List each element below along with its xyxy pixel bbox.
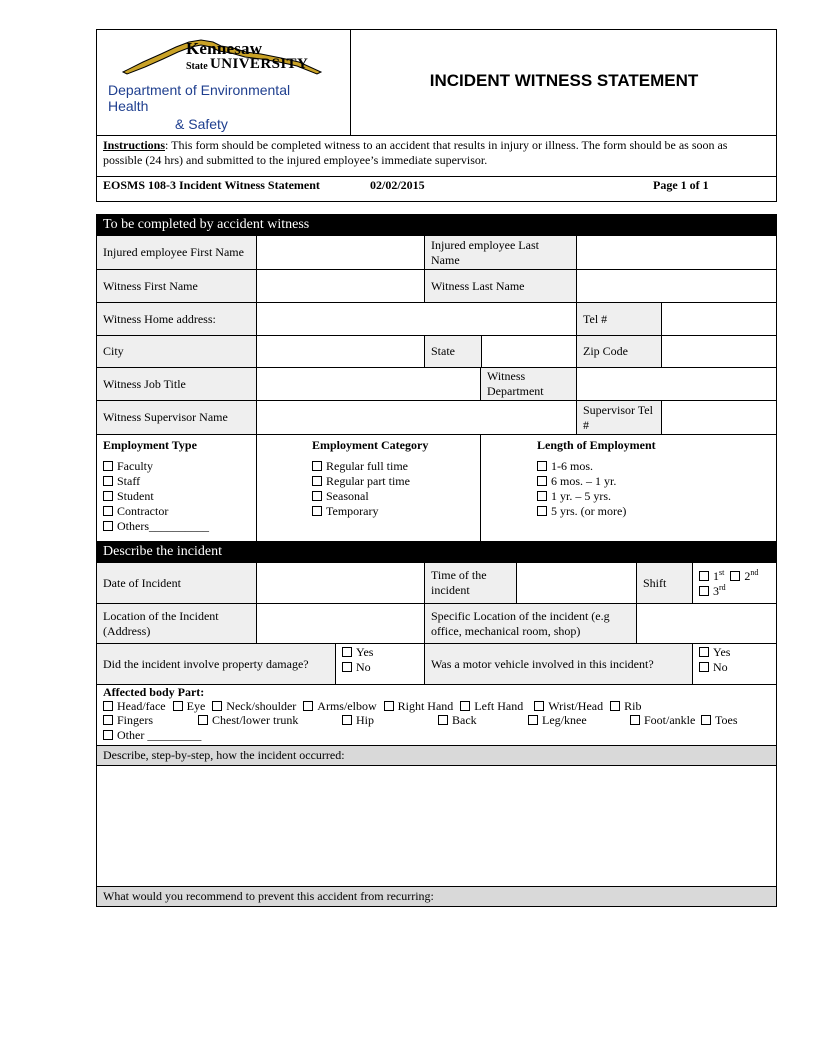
option-label: Others__________ (117, 519, 209, 533)
checkbox[interactable] (103, 730, 113, 740)
option-label: Back (452, 713, 477, 727)
instructions-text: : This form should be completed witness to an accident that results in injury or illness. The form should be as soon as possible (24 hrs) and submitted to the injured employee’s immediate supervisor. (103, 138, 728, 167)
divider (96, 176, 777, 177)
body-part-option[interactable] (460, 699, 523, 713)
time-field[interactable] (516, 562, 637, 604)
option-label: Staff (117, 474, 141, 488)
option-label: Head/face (117, 699, 166, 713)
option-label: 1-6 mos. (551, 459, 593, 473)
option-label: Arms/elbow (317, 699, 377, 713)
employment-type-option[interactable] (103, 489, 209, 504)
yes-label: Yes (356, 645, 374, 659)
home-address-label: Witness Home address: (96, 302, 257, 336)
checkbox[interactable] (103, 506, 113, 516)
injured-first-field[interactable] (256, 235, 425, 270)
option-label: Left Hand (474, 699, 524, 713)
option-label: Contractor (117, 504, 169, 518)
employment-type-heading: Employment Type (103, 438, 197, 452)
checkbox[interactable] (342, 715, 352, 725)
employment-type-option[interactable] (103, 519, 209, 534)
supervisor-name-field[interactable] (256, 400, 577, 435)
option-label: Fingers (117, 713, 153, 727)
no-label: No (356, 660, 371, 674)
option-label: Seasonal (326, 489, 369, 503)
checkbox[interactable] (537, 506, 547, 516)
motor-vehicle-yes[interactable] (699, 645, 730, 660)
body-part-option[interactable] (103, 699, 166, 713)
checkbox[interactable] (438, 715, 448, 725)
employment-type-option[interactable] (103, 504, 209, 519)
checkbox[interactable] (460, 701, 470, 711)
length-employment-option[interactable] (537, 504, 626, 519)
divider (480, 434, 481, 542)
checkbox[interactable] (537, 476, 547, 486)
yes-label: Yes (713, 645, 731, 659)
checkbox[interactable] (173, 701, 183, 711)
no-label: No (713, 660, 728, 674)
divider (96, 135, 777, 136)
body-parts-row-1 (103, 699, 641, 714)
supervisor-tel-label: Supervisor Tel # (576, 400, 662, 435)
body-part-option[interactable] (610, 699, 641, 713)
body-part-option[interactable] (438, 713, 477, 728)
witness-last-label: Witness Last Name (424, 269, 577, 303)
shift-2-checkbox[interactable] (730, 571, 740, 581)
checkbox[interactable] (312, 491, 322, 501)
option-label: Faculty (117, 459, 153, 473)
employment-category-option[interactable] (312, 474, 410, 489)
checkbox[interactable] (103, 715, 113, 725)
checkbox[interactable] (312, 476, 322, 486)
page-number: Page 1 of 1 (653, 178, 709, 192)
checkbox[interactable] (103, 701, 113, 711)
motor-vehicle-label: Was a motor vehicle involved in this incident? (424, 643, 693, 685)
shift-3-sup: rd (719, 583, 726, 592)
department-label: Witness Department (480, 367, 577, 401)
option-label: Student (117, 489, 154, 503)
option-label: Temporary (326, 504, 379, 518)
time-label: Time of the incident (424, 562, 517, 604)
checkbox[interactable] (303, 701, 313, 711)
instructions-label: Instructions (103, 138, 166, 152)
affected-heading: Affected body Part: (103, 685, 205, 699)
employment-category-option[interactable] (312, 489, 410, 504)
shift-label: Shift (636, 562, 693, 604)
zip-field[interactable] (661, 335, 777, 368)
checkbox[interactable] (610, 701, 620, 711)
page-title: INCIDENT WITNESS STATEMENT (429, 71, 699, 90)
shift-options (692, 562, 777, 604)
department-name: Department of Environmental Health (108, 82, 291, 114)
length-employment-option[interactable] (537, 459, 626, 474)
option-label: Other _________ (117, 728, 202, 742)
shift-row-2 (699, 580, 726, 599)
logo-kennesaw: Kennesaw (186, 39, 263, 58)
body-part-option[interactable] (701, 713, 738, 728)
property-damage-no[interactable] (342, 660, 371, 675)
section-title-incident: Describe the incident (96, 541, 777, 562)
checkbox[interactable] (103, 461, 113, 471)
employment-type-option[interactable] (103, 459, 209, 474)
date-label: Date of Incident (96, 562, 257, 604)
title-cell (351, 29, 777, 135)
option-label: 1 yr. – 5 yrs. (551, 489, 611, 503)
employment-category-option[interactable] (312, 459, 410, 474)
checkbox[interactable] (312, 461, 322, 471)
witness-first-field[interactable] (256, 269, 425, 303)
specific-location-field[interactable] (636, 603, 777, 644)
checkbox[interactable] (537, 461, 547, 471)
option-label: Regular part time (326, 474, 410, 488)
option-label: Rib (624, 699, 642, 713)
property-damage-options (335, 643, 425, 685)
employment-category-option[interactable] (312, 504, 410, 519)
location-label: Location of the Incident (Address) (96, 603, 257, 644)
body-part-option[interactable] (303, 699, 376, 713)
shift-1-sup: st (719, 568, 725, 577)
tel-label: Tel # (576, 302, 662, 336)
checkbox[interactable] (537, 491, 547, 501)
shift-3-checkbox[interactable] (699, 586, 709, 596)
length-employment-option[interactable] (537, 489, 626, 504)
option-label: Right Hand (397, 699, 454, 713)
checkbox[interactable] (384, 701, 394, 711)
checkbox[interactable] (699, 647, 709, 657)
checkbox[interactable] (103, 476, 113, 486)
checkbox[interactable] (534, 701, 544, 711)
option-label: Chest/lower trunk (212, 713, 299, 727)
describe-label: Describe, step-by-step, how the incident occurred: (96, 745, 777, 766)
job-title-field[interactable] (256, 367, 481, 401)
body-part-option[interactable] (103, 713, 153, 728)
injured-first-label: Injured employee First Name (96, 235, 257, 270)
body-part-option[interactable] (384, 699, 454, 713)
employment-type-option[interactable] (103, 474, 209, 489)
doc-date: 02/02/2015 (370, 178, 425, 192)
body-part-option[interactable] (534, 699, 603, 713)
job-title-label: Witness Job Title (96, 367, 257, 401)
option-label: 5 yrs. (or more) (551, 504, 627, 518)
length-employment-options (537, 459, 626, 519)
divider (256, 434, 257, 542)
checkbox[interactable] (342, 662, 352, 672)
option-label: Foot/ankle (644, 713, 696, 727)
shift-2-sup: nd (750, 568, 759, 577)
employment-category-heading: Employment Category (312, 438, 429, 452)
length-employment-option[interactable] (537, 474, 626, 489)
motor-vehicle-no[interactable] (699, 660, 728, 675)
describe-textarea[interactable] (96, 765, 777, 887)
witness-last-field[interactable] (576, 269, 777, 303)
tel-field[interactable] (661, 302, 777, 336)
checkbox[interactable] (528, 715, 538, 725)
logo-state: State (186, 61, 208, 72)
department-name-2: & Safety (175, 116, 228, 132)
checkbox[interactable] (342, 647, 352, 657)
shift-3-label: 3 (713, 584, 719, 598)
body-part-option[interactable] (173, 699, 206, 713)
date-field[interactable] (256, 562, 425, 604)
checkbox[interactable] (699, 662, 709, 672)
property-damage-yes[interactable] (342, 645, 373, 660)
instructions (103, 138, 768, 168)
body-part-option[interactable] (198, 713, 298, 728)
state-label: State (424, 335, 482, 368)
injured-last-field[interactable] (576, 235, 777, 270)
checkbox[interactable] (103, 521, 113, 531)
body-part-option[interactable] (212, 699, 296, 713)
shift-1-label: 1 (713, 569, 719, 583)
employment-category-options (312, 459, 410, 519)
injured-last-label: Injured employee Last Name (424, 235, 577, 270)
checkbox[interactable] (103, 491, 113, 501)
option-label: Regular full time (326, 459, 408, 473)
option-label: Hip (356, 713, 374, 727)
doc-code: EOSMS 108-3 Incident Witness Statement (103, 178, 320, 192)
body-part-option[interactable] (342, 713, 374, 728)
body-part-option[interactable] (103, 728, 201, 743)
section-title-witness: To be completed by accident witness (96, 214, 777, 235)
checkbox[interactable] (212, 701, 222, 711)
body-part-option[interactable] (630, 713, 695, 728)
home-address-field[interactable] (256, 302, 577, 336)
checkbox[interactable] (630, 715, 640, 725)
witness-first-label: Witness First Name (96, 269, 257, 303)
option-label: Leg/knee (542, 713, 587, 727)
logo-cell (96, 29, 351, 135)
option-label: Wrist/Head (548, 699, 604, 713)
checkbox[interactable] (198, 715, 208, 725)
supervisor-name-label: Witness Supervisor Name (96, 400, 257, 435)
supervisor-tel-field[interactable] (661, 400, 777, 435)
state-field[interactable] (481, 335, 577, 368)
zip-label: Zip Code (576, 335, 662, 368)
body-part-option[interactable] (528, 713, 587, 728)
department-field[interactable] (576, 367, 777, 401)
specific-location-label: Specific Location of the incident (e.g office, mechanical room, shop) (424, 603, 637, 644)
employment-type-options (103, 459, 209, 534)
checkbox[interactable] (312, 506, 322, 516)
shift-2-label: 2 (744, 569, 751, 583)
option-label: 6 mos. – 1 yr. (551, 474, 617, 488)
length-employment-heading: Length of Employment (537, 438, 656, 452)
recommend-label: What would you recommend to prevent this accident from recurring: (96, 886, 777, 907)
option-label: Neck/shoulder (226, 699, 297, 713)
option-label: Eye (186, 699, 206, 713)
option-label: Toes (715, 713, 738, 727)
property-damage-label: Did the incident involve property damage? (96, 643, 336, 685)
logo-university: UNIVERSITY (210, 56, 309, 72)
city-field[interactable] (256, 335, 425, 368)
motor-vehicle-options (692, 643, 777, 685)
checkbox[interactable] (701, 715, 711, 725)
location-field[interactable] (256, 603, 425, 644)
city-label: City (96, 335, 257, 368)
